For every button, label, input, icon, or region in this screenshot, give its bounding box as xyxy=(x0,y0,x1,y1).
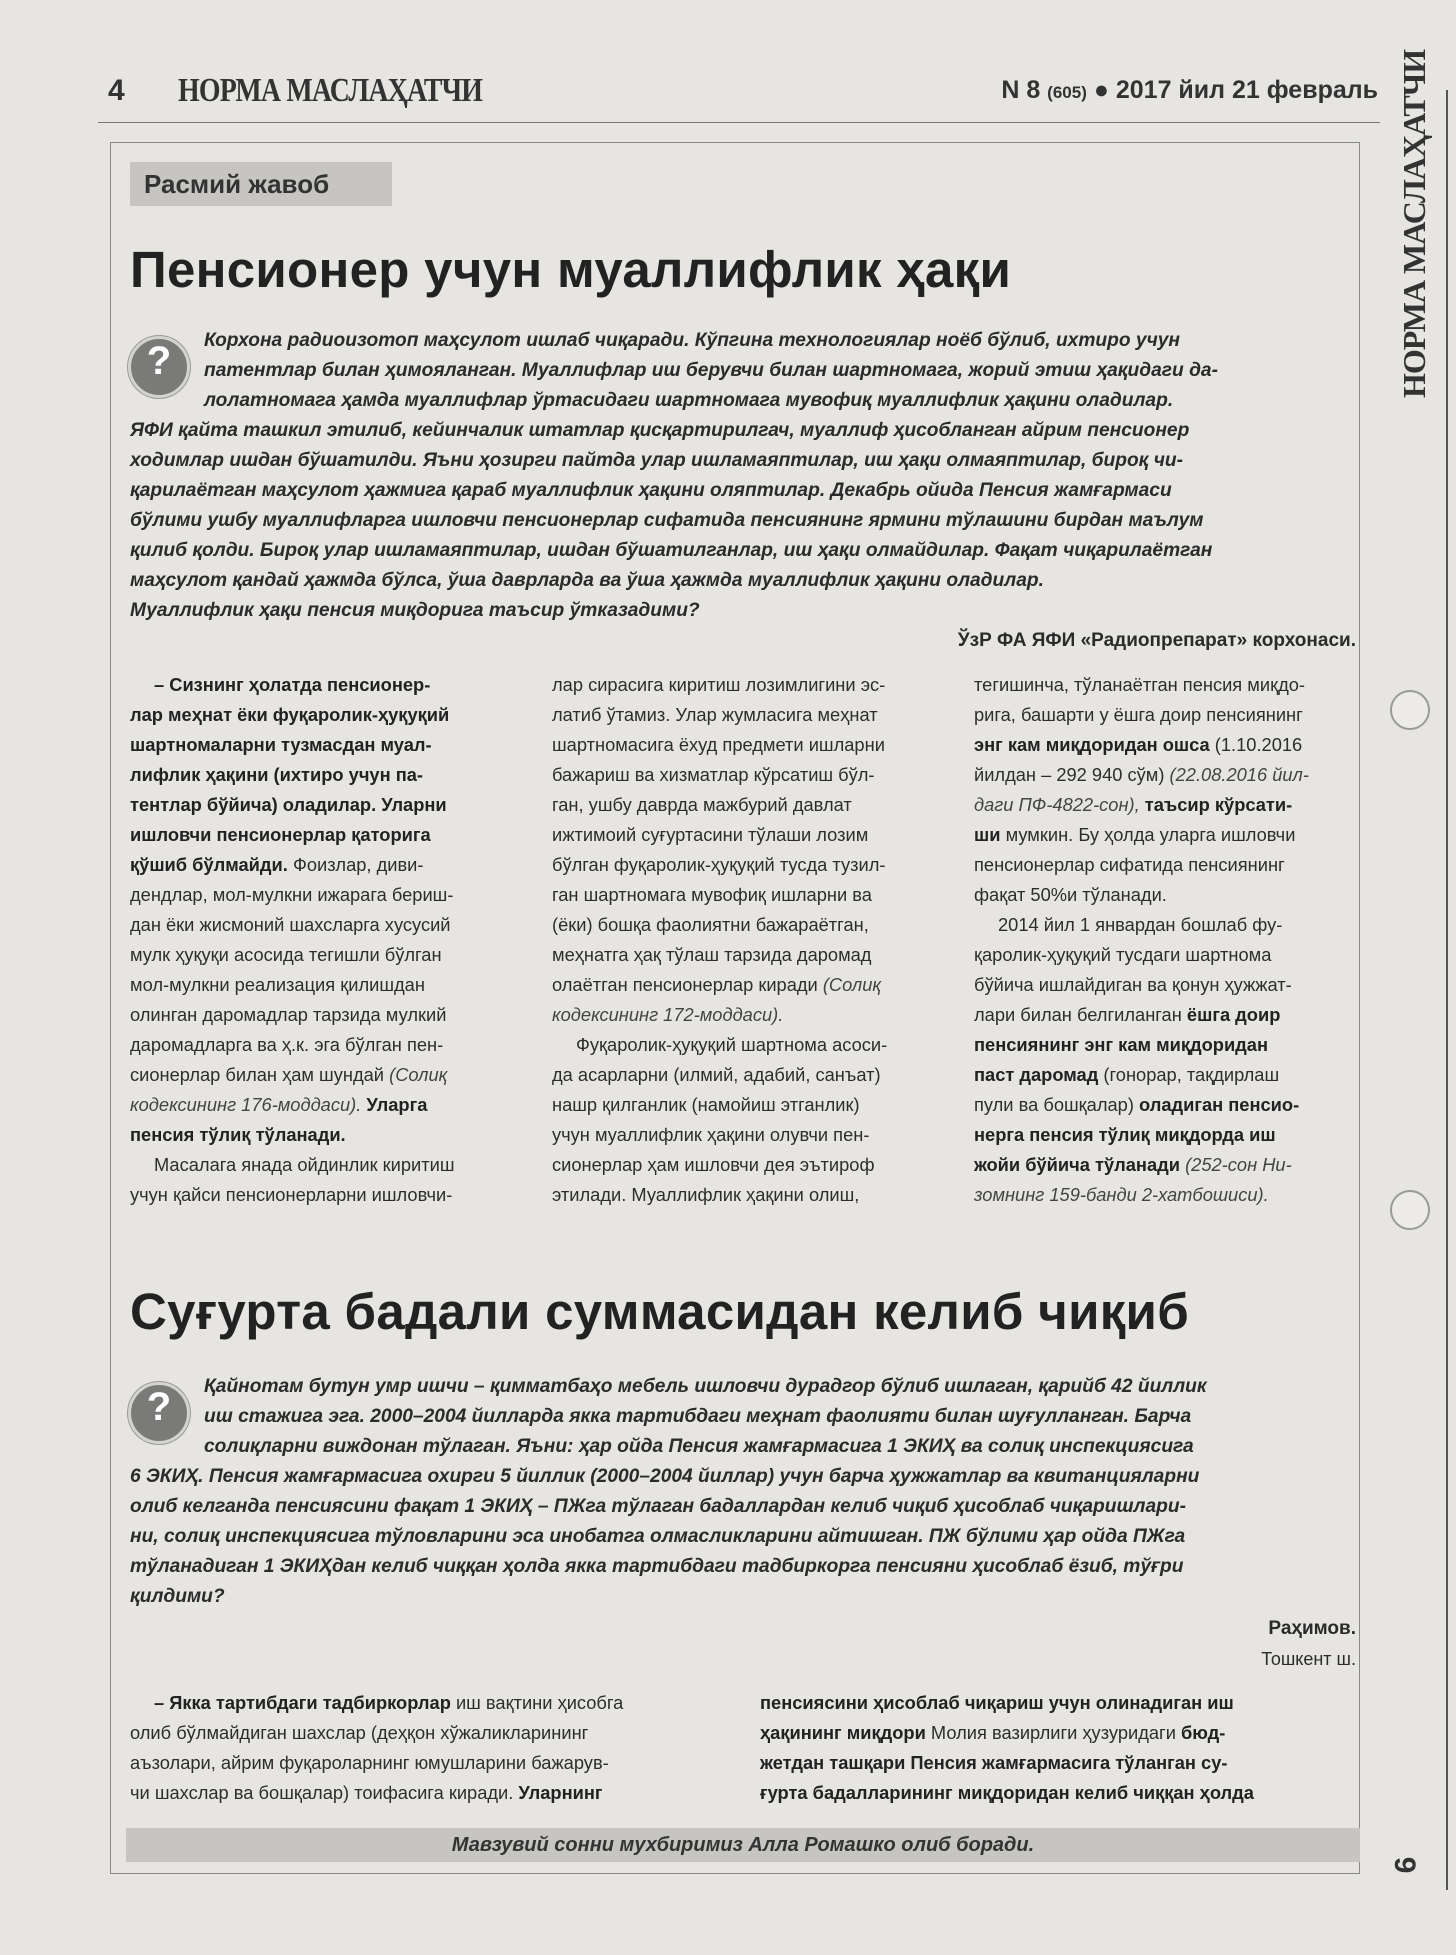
text-line: қаролик-ҳуқуқий тусдаги шартнома xyxy=(974,944,1272,965)
text-line: шартномасига ёхуд предмети ишларни xyxy=(552,734,885,755)
article2-signature-city: Тошкент ш. xyxy=(1261,1649,1356,1669)
bullet: ● xyxy=(1093,76,1109,104)
binder-hole xyxy=(1390,1190,1430,1230)
text-line: мулк ҳуқуқи асосида тегишли бўлган xyxy=(130,944,442,965)
article2-signature: Раҳимов. xyxy=(1268,1618,1356,1639)
text-line: пенсионерлар сифатида пенсиянинг xyxy=(974,854,1285,875)
question-line: ходимлар ишдан бўшатилди. Яъни ҳозирги пайтда улар ишламаяптилар, иш ҳақи олмаяптилар, бироқ чи- xyxy=(130,450,1184,471)
question-line: бўлими ушбу муаллифларга ишловчи пенсионерлар сифатида пенсиянинг ярмини тўлашини бирдан маълум xyxy=(130,510,1204,531)
article1-col1 xyxy=(130,670,510,1210)
text-line: ижтимоий суғуртасини тўлаши лозим xyxy=(552,824,869,845)
text-line: оладиган пенсио- xyxy=(1139,1094,1300,1115)
question-line: тўланадиган 1 ЭКИҲдан келиб чиққан ҳолда якка тартибдаги тадбиркорга пенсияни ҳисоблаб ёзиб, тўғри xyxy=(130,1556,1184,1577)
text-line: Уларга xyxy=(366,1094,428,1115)
text-line: ҳақининг миқдори xyxy=(760,1722,926,1743)
page-number: 4 xyxy=(108,74,125,107)
question-line: иш стажига эга. 2000–2004 йилларда якка тартибдаги меҳнат фаолияти билан шуғулланган. Барча xyxy=(204,1406,1192,1427)
text-line: бажариш ва хизматлар кўрсатиш бўл- xyxy=(552,764,875,785)
text-line: пенсия тўлиқ тўланади. xyxy=(130,1124,346,1145)
text-line: тентлар бўйича) оладилар. Уларни xyxy=(130,794,447,815)
side-folio: 6 xyxy=(1389,1856,1423,1874)
text-line: (Солиқ xyxy=(389,1064,448,1085)
text-line: лифлик ҳақини (ихтиро учун па- xyxy=(130,764,424,785)
question-line: маҳсулот қандай ҳажмда бўлса, ўша даврларда ва ўша ҳажмда муаллифлик ҳақини оладилар. xyxy=(130,570,1044,591)
text-line: ган шартномага мувофиқ ишларни ва xyxy=(552,884,872,905)
text-line: кодексининг 176-моддаси). xyxy=(130,1094,362,1115)
issue-info xyxy=(1001,76,1378,105)
question-line: патентлар билан ҳимояланган. Муаллифлар иш берувчи билан шартномага, жорий этиш ҳақидаги да- xyxy=(204,360,1218,381)
question-icon: ? xyxy=(128,336,190,398)
text-line: паст даромад xyxy=(974,1064,1099,1085)
question-line: Қайнотам бутун умр ишчи – қимматбаҳо мебель ишловчи дурадгор бўлиб ишлаган, қарийб 42 йиллик xyxy=(204,1376,1207,1397)
text-line: даромадларга ва ҳ.к. эга бўлган пен- xyxy=(130,1034,444,1055)
text-line: (22.08.2016 йил- xyxy=(1169,764,1309,785)
text-line: дендлар, мол-мулкни ижарага бериш- xyxy=(130,884,454,905)
text-line: энг кам миқдоридан ошса xyxy=(974,734,1210,755)
text-line: иш вақтини ҳисобга xyxy=(455,1692,624,1713)
article1-col2 xyxy=(552,670,932,1210)
text-line: да асарларни (илмий, адабий, санъат) xyxy=(552,1064,881,1085)
question-line: Корхона радиоизотоп маҳсулот ишлаб чиқаради. Кўпгина технологиялар ноёб бўлиб, ихтиро учун xyxy=(204,330,1181,351)
text-line: пули ва бошқалар) xyxy=(974,1094,1134,1115)
text-line: фақат 50%и тўланади. xyxy=(974,884,1167,905)
text-line: пенсиянинг энг кам миқдоридан xyxy=(974,1034,1268,1055)
question-line: қилиб қолди. Бироқ улар ишламаяптилар, ишдан бўшатилганлар, иш ҳақи олмайдилар. Фақат чиқарилаётган xyxy=(130,540,1213,561)
text-line: мумкин. Бу ҳолда уларга ишловчи xyxy=(1005,824,1296,845)
side-issue xyxy=(1396,1330,1446,1750)
question-line: ни, солиқ инспекциясига тўловларини эса инобатга олмасликларини айтишган. ПЖ бўлими ҳар ойда ПЖга xyxy=(130,1526,1186,1547)
question-line: олиб келганда пенсиясини фақат 1 ЭКИҲ – ПЖга тўлаган бадаллардан келиб чиқиб ҳисоблаб чиқаришлари- xyxy=(130,1496,1186,1517)
article1-signature: ЎзР ФА ЯФИ «Радиопрепарат» корхонаси. xyxy=(957,630,1356,651)
text-line: олинган даромадлар тарзида мулкий xyxy=(130,1004,447,1025)
question-icon: ? xyxy=(128,1382,190,1444)
issue-date: 2017 йил 21 февраль xyxy=(1115,76,1378,104)
text-line: олиб бўлмайдиган шахслар (деҳқон хўжаликларининг xyxy=(130,1722,589,1743)
text-line: тегишинча, тўланаётган пенсия миқдо- xyxy=(974,674,1305,695)
page-header xyxy=(98,70,1380,123)
text-line: учун муаллифлик ҳақини олувчи пен- xyxy=(552,1124,870,1145)
article2-col1 xyxy=(130,1688,730,1808)
section-tag: Расмий жавоб xyxy=(130,162,392,206)
question-line: қарилаётган маҳсулот ҳажмига қараб муаллифлик ҳақини оляптилар. Декабрь ойида Пенсия жамғармаси xyxy=(130,480,1172,501)
text-line: бўлган фуқаролик-ҳуқуқий тусда тузил- xyxy=(552,854,886,875)
text-line: (1.10.2016 xyxy=(1214,734,1303,755)
text-line: (гонорар, тақдирлаш xyxy=(1103,1064,1280,1085)
text-line: бўйича ишлайдиган ва қонун ҳужжат- xyxy=(974,974,1292,995)
text-line: шартномаларни тузмасдан муал- xyxy=(130,734,432,755)
text-line: даги ПФ-4822-сон), xyxy=(974,794,1140,815)
question-line: солиқларни виждонан тўлаган. Яъни: ҳар ойда Пенсия жамғармасига 1 ЭКИҲ ва солиқ инспекциясига xyxy=(204,1436,1194,1457)
text-line: жетдан ташқари Пенсия жамғармасига тўланган су- xyxy=(760,1752,1228,1773)
binder-hole xyxy=(1390,690,1430,730)
text-line: (252-сон Ни- xyxy=(1185,1154,1292,1175)
text-line: чи шахслар ва бошқалар) тоифасига киради. xyxy=(130,1782,514,1803)
text-line: (ёки) бошқа фаолиятни бажараётган, xyxy=(552,914,869,935)
side-brand xyxy=(1396,49,1446,398)
text-line: қўшиб бўлмайди. xyxy=(130,854,288,875)
article2-title: Суғурта бадали суммасидан келиб чиқиб xyxy=(130,1283,1190,1340)
issue-sub: (605) xyxy=(1047,83,1087,102)
text-line: нерга пенсия тўлиқ миқдорда иш xyxy=(974,1124,1276,1145)
margin-rule xyxy=(1446,90,1448,1890)
text-line: олаётган пенсионерлар киради xyxy=(552,974,818,995)
text-line: лар сирасига киритиш лозимлигини эс- xyxy=(552,674,886,695)
text-line: зомнинг 159-банди 2-хатбошиси). xyxy=(974,1184,1269,1205)
article1-col3 xyxy=(974,670,1354,1210)
text-line: жойи бўйича тўланади xyxy=(974,1154,1180,1175)
text-line: (Солиқ xyxy=(822,974,882,995)
text-line: ёшга доир xyxy=(1186,1004,1281,1025)
text-line: нашр қилганлик (намойиш этганлик) xyxy=(552,1094,860,1115)
question-line: ЯФИ қайта ташкил этилиб, кейинчалик штатлар қисқартирилгач, муаллиф ҳисобланган айрим пенсионер xyxy=(130,420,1190,441)
text-line: таъсир кўрсати- xyxy=(1144,794,1293,815)
text-line: меҳнатга ҳақ тўлаш тарзида даромад xyxy=(552,944,872,965)
text-line: Фуқаролик-ҳуқуқий шартнома асоси- xyxy=(576,1034,888,1055)
text-line: мол-мулкни реализация қилишдан xyxy=(130,974,425,995)
text-line: рига, башарти у ёшга доир пенсиянинг xyxy=(974,704,1303,725)
side-brand-text: НОРМА МАСЛАҲАТЧИ xyxy=(1396,49,1432,398)
text-line: учун қайси пенсионерларни ишловчи- xyxy=(130,1184,453,1205)
text-line: ши xyxy=(974,824,1001,845)
text-line: – Якка тартибдаги тадбиркорлар xyxy=(154,1692,451,1713)
question-line: 6 ЭКИҲ. Пенсия жамғармасига охирги 5 йиллик (2000–2004 йиллар) учун барча ҳужжатлар ва квитанцияларни xyxy=(130,1466,1200,1487)
text-line: дан ёки жисмоний шахсларга хусусий xyxy=(130,914,451,935)
text-line: ишловчи пенсионерлар қаторига xyxy=(130,824,431,845)
text-line: бюд- xyxy=(1181,1722,1226,1743)
text-line: Молия вазирлиги ҳузуридаги xyxy=(930,1722,1176,1743)
text-line: этилади. Муаллифлик ҳақини олиш, xyxy=(552,1184,860,1205)
newspaper-brand: НОРМА МАСЛАҲАТЧИ xyxy=(178,72,483,109)
text-line: Фоизлар, диви- xyxy=(292,854,424,875)
text-line: лар меҳнат ёки фуқаролик-ҳуқуқий xyxy=(130,704,450,725)
text-line: йилдан – 292 940 сўм) xyxy=(974,764,1165,785)
question-line: лолатномага ҳамда муаллифлар ўртасидаги шартномага мувофиқ муаллифлик ҳақини оладилар. xyxy=(204,390,1174,411)
issue-number: N 8 xyxy=(1001,76,1041,104)
text-line: ган, ушбу даврда мажбурий давлат xyxy=(552,794,852,815)
text-line: кодексининг 172-моддаси). xyxy=(552,1004,784,1025)
text-line: сионерлар билан ҳам шундай xyxy=(130,1064,385,1085)
footer-credit: Мавзувий сонни мухбиримиз Алла Ромашко олиб боради. xyxy=(126,1828,1360,1862)
text-line: Масалага янада ойдинлик киритиш xyxy=(154,1154,455,1175)
text-line: 2014 йил 1 январдан бошлаб фу- xyxy=(998,914,1283,935)
question-line: қилдими? xyxy=(130,1586,225,1607)
article1-title: Пенсионер учун муаллифлик ҳақи xyxy=(130,241,1012,298)
text-line: пенсиясини ҳисоблаб чиқариш учун олинадиган иш xyxy=(760,1692,1234,1713)
article2-col2 xyxy=(760,1688,1360,1808)
text-line: – Сизнинг ҳолатда пенсионер- xyxy=(154,674,431,695)
text-line: сионерлар ҳам ишловчи дея эътироф xyxy=(552,1154,875,1175)
text-line: аъзолари, айрим фуқароларнинг юмушларини бажарув- xyxy=(130,1752,609,1773)
text-line: ғурта бадалларининг миқдоридан келиб чиққан ҳолда xyxy=(760,1782,1254,1803)
text-line: латиб ўтамиз. Улар жумласига меҳнат xyxy=(552,704,878,725)
question-line: Муаллифлик ҳақи пенсия миқдорига таъсир ўтказадими? xyxy=(130,600,700,621)
text-line: лари билан белгиланган xyxy=(974,1004,1182,1025)
text-line: Уларнинг xyxy=(518,1782,603,1803)
